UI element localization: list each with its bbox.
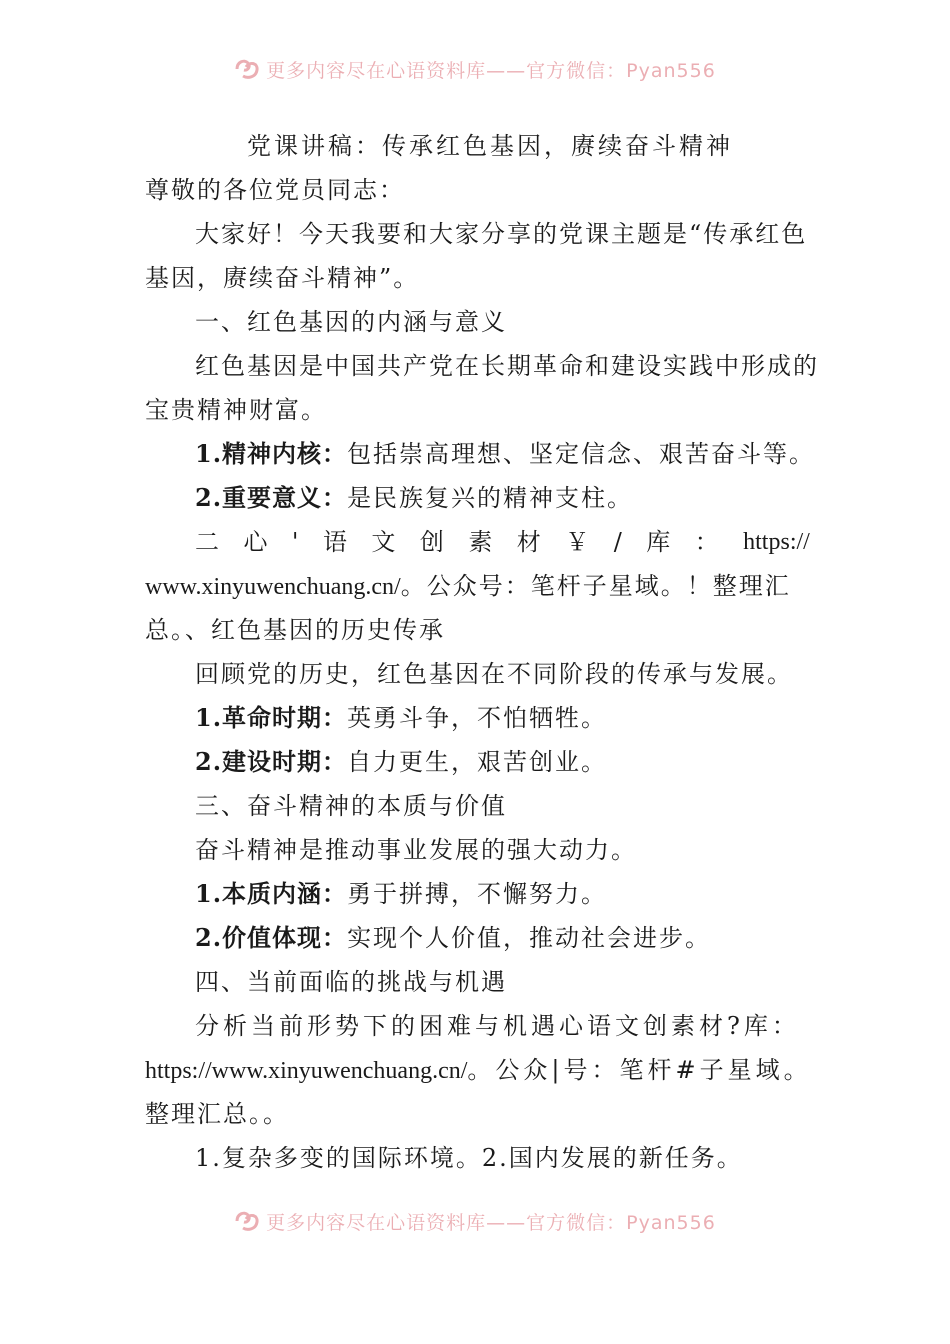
ad-url: https://www.xinyuwenchuang.cn/ [145, 1058, 468, 1084]
section-4-heading: 四、当前面临的挑战与机遇 [195, 968, 507, 996]
ad-text: 。公众号：笔杆子星域。！整理汇 [400, 572, 791, 600]
section-1-item-2 [145, 476, 810, 520]
section-3-heading: 三、奋斗精神的本质与价值 [195, 792, 507, 820]
ad-char: / [613, 528, 622, 556]
ad-char: 素 [468, 528, 493, 556]
section-4-items: 1.复杂多变的国际环境。2.国内发展的新任务。 [195, 1144, 743, 1172]
document-title: 党课讲稿：传承红色基因，赓续奋斗精神 [247, 132, 733, 160]
watermark-header [0, 52, 950, 86]
item-label: 2.价值体现： [195, 923, 348, 952]
ad-char: 创 [419, 528, 444, 556]
ad-char: 二 [195, 528, 219, 556]
section-1-body-line-1: 红色基因是中国共产党在长期革命和建设实践中形成的 [195, 352, 819, 380]
ad-line-4: 整理汇总。。 [145, 1100, 289, 1128]
section-4-body-line-1: 分析当前形势下的困难与机遇心语文创素材?库： [195, 1012, 800, 1040]
ad-line-2 [145, 564, 810, 608]
item-label: 1.革命时期： [195, 703, 348, 732]
item-text: 英勇斗争，不怕牺牲。 [347, 704, 608, 732]
logo-icon [234, 57, 260, 81]
section-3-item-2 [145, 916, 810, 960]
item-text: 是民族复兴的精神支柱。 [347, 484, 634, 512]
item-label: 1.本质内涵： [195, 879, 348, 908]
item-label: 1.精神内核： [195, 439, 348, 468]
section-1-item-1 [145, 432, 816, 476]
ad-char: ￥ [565, 528, 590, 556]
item-text: 勇于拼搏，不懈努力。 [347, 880, 608, 908]
section-2-item-2 [145, 740, 810, 784]
section-1-heading: 一、红色基因的内涵与意义 [195, 308, 507, 336]
ad-char: 文 [371, 528, 396, 556]
ad-char: 库 [646, 528, 671, 556]
section-2-item-1 [145, 696, 810, 740]
section-1-body-line-2: 宝贵精神财富。 [145, 396, 327, 424]
ad-text: 。公众|号：笔杆#子星域。 [467, 1056, 812, 1084]
item-text: 实现个人价值，推动社会进步。 [347, 924, 712, 952]
ad-url: www.xinyuwenchuang.cn/ [145, 574, 401, 600]
ad-line-3 [145, 1048, 810, 1092]
intro-paragraph-line-2: 基因，赓续奋斗精神”。 [145, 264, 420, 292]
item-text: 自力更生，艰苦创业。 [347, 748, 608, 776]
item-label: 2.重要意义： [195, 483, 348, 512]
section-2-heading-line: 总。、红色基因的历史传承 [145, 616, 445, 644]
salutation: 尊敬的各位党员同志： [145, 176, 405, 204]
document-body [145, 124, 819, 1180]
logo-icon [234, 1209, 260, 1233]
section-3-item-1 [145, 872, 810, 916]
ad-line-1 [145, 520, 810, 564]
ad-char: 语 [322, 528, 347, 556]
ad-char: ： [694, 528, 719, 556]
watermark-text: 更多内容尽在心语资料库——官方微信：Pyan556 [266, 1211, 716, 1234]
section-3-body: 奋斗精神是推动事业发展的强大动力。 [195, 836, 637, 864]
ad-char: ' [291, 528, 299, 556]
watermark-text: 更多内容尽在心语资料库——官方微信：Pyan556 [266, 59, 716, 82]
intro-paragraph-line-1: 大家好！今天我要和大家分享的党课主题是“传承红色 [195, 220, 808, 248]
section-2-body: 回顾党的历史，红色基因在不同阶段的传承与发展。 [195, 660, 793, 688]
item-label: 2.建设时期： [195, 747, 348, 776]
ad-char: 心 [243, 528, 268, 556]
ad-char: 材 [516, 528, 541, 556]
item-text: 包括崇高理想、坚定信念、艰苦奋斗等。 [347, 440, 816, 468]
watermark-footer [0, 1204, 950, 1238]
ad-url-start: https:// [743, 529, 810, 555]
